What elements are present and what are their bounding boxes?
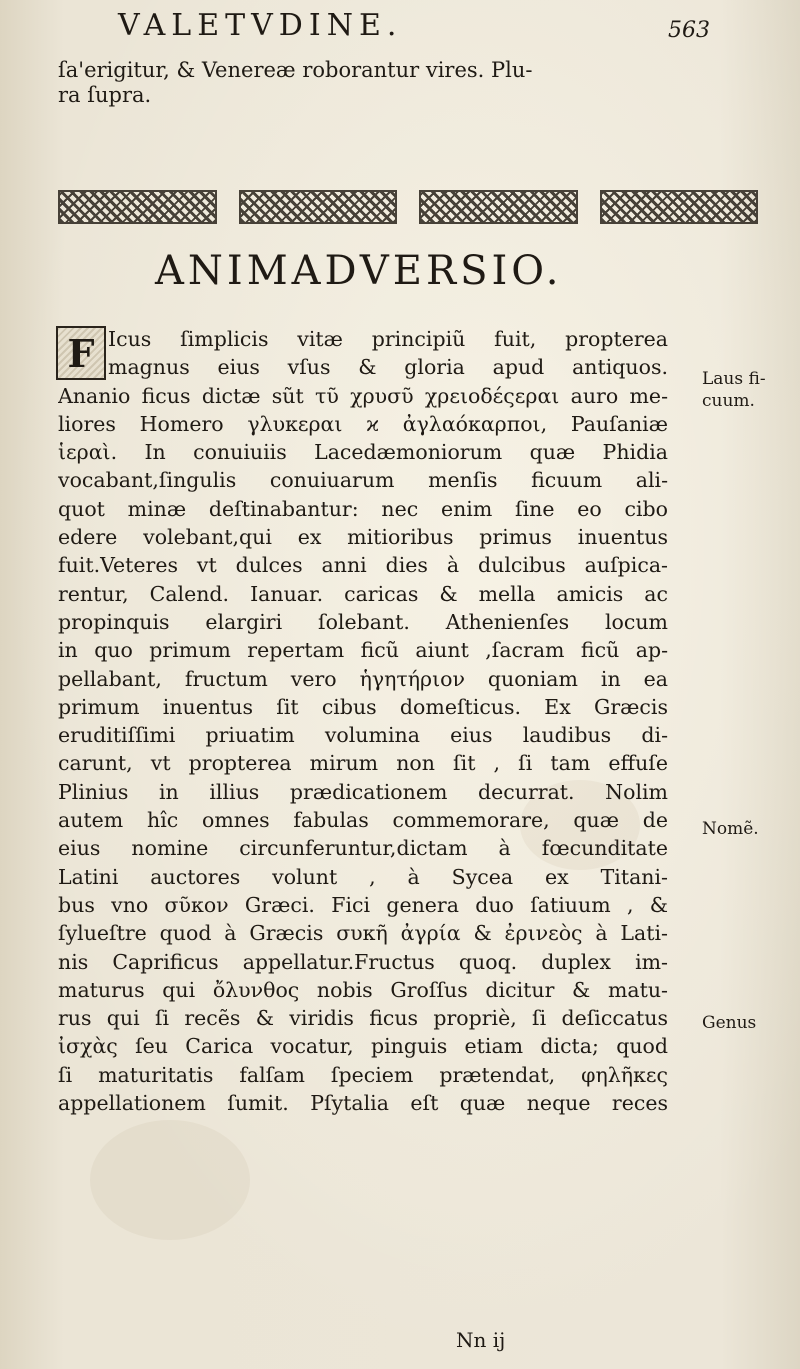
text-line: ἱεραὶ. In conuiuiis Lacedæmoniorum quæ Phidia [58,440,668,465]
carryover-line: ſa'erigitur, & Venereæ roborantur vires. Plu- [58,58,533,82]
margin-note [702,368,766,412]
margin-note: Nomẽ. [702,819,759,839]
margin-note-line: Laus fi- [702,369,766,389]
text-line: appellationem ſumit. Pſytalia eſt quæ neque reces [58,1091,668,1116]
text-line: ſylueſtre quod à Græcis συκῆ ἀγρία & ἐρινεὸς à Lati- [58,921,668,946]
text-line: Icus ſimplicis vitæ principiũ fuit, propterea [108,327,668,351]
ornament-block [58,190,217,224]
margin-note-line: cuum. [702,391,755,411]
carryover-text [58,58,758,108]
text-line: edere volebant,qui ex mitioribus primus inuentus [58,525,668,550]
text-line: in quo primum repertam ficũ aiunt ,ſacram ficũ ap- [58,638,668,663]
text-line: eruditiſſimi priuatim volumina eius laudibus di- [58,723,668,748]
text-line: vocabant,ſingulis conuiuarum menſis ficuum ali- [58,468,668,493]
text-line: rentur, Calend. Ianuar. caricas & mella amicis ac [58,581,668,606]
text-line: magnus eius vſus & gloria apud antiquos. [108,355,668,380]
running-head: VALETVDINE. [118,8,403,43]
text-line: rus qui ſi recẽs & viridis ficus propriè, ſi deſiccatus [58,1006,668,1031]
ornament-block [419,190,578,224]
text-line: carunt, vt propterea mirum non ſit , ſi tam effuſe [58,751,668,776]
text-line: maturus qui ὄλυνθος nobis Groſſus dicitur & matu- [58,977,668,1002]
text-line: ἰσχὰς ſeu Carica vocatur, pinguis etiam dicta; quod [58,1034,668,1059]
text-line: Plinius in illius prædicationem decurrat. Nolim [58,779,668,804]
text-line: bus vno σῦκον Græci. Fici genera duo ſatiuum , & [58,892,668,917]
text-line: nis Caprificus appellatur.Fructus quoq. duplex im- [58,949,668,974]
text-line: autem hîc omnes fabulas commemorare, quæ de [58,808,668,833]
text-line: quot minæ deſtinabantur: nec enim ſine eo cibo [58,496,668,521]
margin-note: Genus [702,1013,757,1033]
text-line: eius nomine circunferuntur,dictam à fœcunditate [58,836,668,861]
ornament-block [600,190,759,224]
text-line: propinquis elargiri ſolebant. Athenienſes locum [58,609,668,634]
text-line: fuit.Veteres vt dulces anni dies à dulcibus auſpica- [58,553,668,578]
text-line: Ananio ficus dictæ sũt τῦ χρυσῦ χρειοδέςεραι auro me- [58,383,668,408]
text-line: Latini auctores volunt , à Sycea ex Titani- [58,864,668,889]
page-number: 563 [668,18,710,43]
ornamental-band [58,190,758,224]
body-text [58,325,668,1117]
carryover-line: ra ſupra. [58,83,152,107]
drop-cap: F [56,326,106,380]
text-line: ſi maturitatis falſam ſpeciem prætendat, φηλῆκες [58,1062,668,1087]
section-title: ANIMADVERSIO. [155,248,563,294]
text-line: pellabant, fructum vero ἡγητήριον quoniam in ea [58,666,668,691]
paper-stain [90,1120,250,1240]
text-line: primum inuentus ſit cibus domeſticus. Ex Græcis [58,694,668,719]
text-line: liores Homero γλυκεραι ϰ ἀγλαόκαρποι, Pauſaniæ [58,411,668,436]
ornament-block [239,190,398,224]
signature-mark: Nn ij [456,1328,506,1352]
